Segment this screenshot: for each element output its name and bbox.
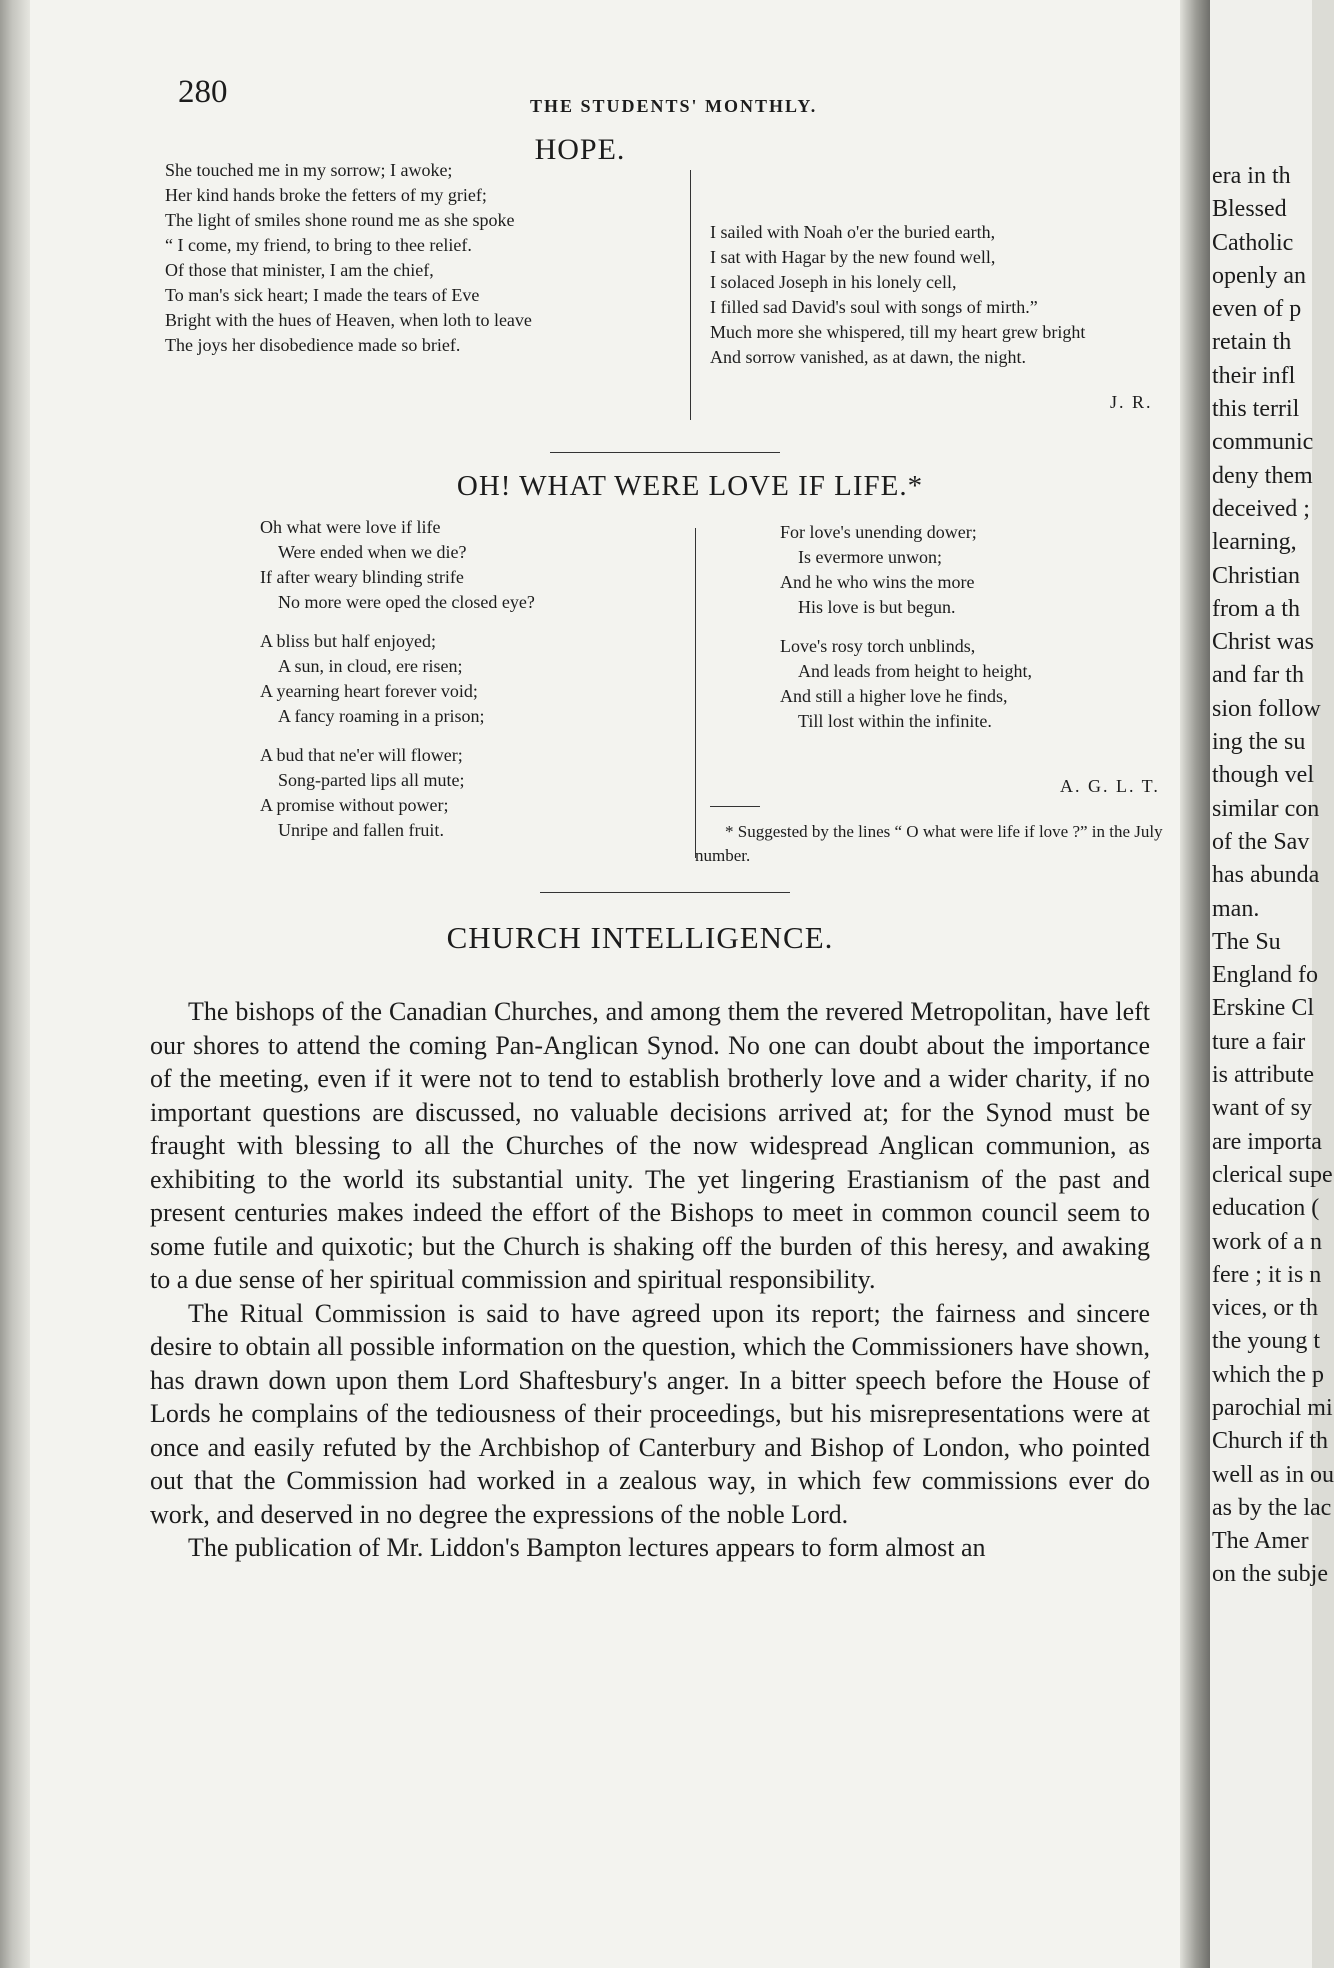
facing-page-line: Church if th <box>1212 1428 1328 1455</box>
facing-page-line: man. <box>1212 895 1260 922</box>
facing-page-line: deny them <box>1212 462 1313 489</box>
facing-page-line: The Su <box>1212 928 1281 955</box>
verse-line: And still a higher love he finds, <box>780 686 1008 706</box>
column-rule <box>695 528 696 858</box>
section-divider <box>540 892 790 893</box>
verse-line: The joys her disobedience made so brief. <box>165 335 461 355</box>
poem-love-right-column <box>780 520 1200 748</box>
article-paragraph: The Ritual Commission is said to have agreed upon its report; the fairness and sincere desire to obtain all possible information on the question, which the Commissioners have shown, has drawn down upon them Lord Shaftesbury's anger. In a bitter speech before the House of Lords he complains of the tediousness of their proceedings, but his misrepresentations were at once and easily refuted by the Archbishop of Canterbury and Bishop of London, who pointed out that the Commission had worked in a zealous way, in which few commissions ever do work, and deserved in no degree the expressions of the noble Lord. <box>150 1298 1150 1529</box>
stanza <box>780 634 1200 734</box>
poem-love-left-column <box>260 515 680 857</box>
verse-line: Bright with the hues of Heaven, when loth to leave <box>165 310 532 330</box>
facing-page-line: ing the su <box>1212 729 1306 756</box>
stanza <box>260 515 680 615</box>
article-paragraph: The publication of Mr. Liddon's Bampton lectures appears to form almost an <box>188 1533 986 1562</box>
verse-line: A bud that ne'er will flower; <box>260 745 463 765</box>
facing-page-line: communic <box>1212 429 1314 456</box>
facing-page-line: Christian <box>1212 562 1300 589</box>
stanza <box>780 520 1200 620</box>
facing-page-line: parochial mi <box>1212 1394 1333 1421</box>
article-paragraph: The bishops of the Canadian Churches, and among them the revered Metropolitan, have left our shores to attend the coming Pan-Anglican Synod. No one can doubt about the importance of the meeting, even if it were not to tend to establish brotherly love and a wider charity, if no important questions are discussed, no valuable decisions arrived at; for the Synod must be fraught with blessing to all the Churches of the now widespread Anglican communion, as exhibiting to the world its substantial unity. The yet lingering Erastianism of the past and present centuries makes indeed the effort of the Bishops to meet in common council seem to some futile and quixotic; but the Church is shaking off the burden of this heresy, and awaking to a due sense of her spiritual commission and spiritual responsibility. <box>150 997 1150 1294</box>
verse-line: Unripe and fallen fruit. <box>278 820 444 840</box>
running-head: THE STUDENTS' MONTHLY. <box>530 96 818 116</box>
book-binding-edge <box>0 0 30 1968</box>
facing-page-line: sion follow <box>1212 695 1321 722</box>
section-divider <box>550 452 780 453</box>
facing-page-line: of the Sav <box>1212 828 1310 855</box>
facing-page-line: from a th <box>1212 595 1300 622</box>
article-body <box>150 995 1150 1565</box>
poem-title-love: OH! WHAT WERE LOVE IF LIFE.* <box>456 470 924 502</box>
facing-page-line: which the p <box>1212 1361 1324 1388</box>
facing-page-line: work of a n <box>1212 1228 1322 1255</box>
verse-line: The light of smiles shone round me as she spoke <box>165 210 515 230</box>
stanza <box>260 743 680 843</box>
column-rule <box>690 170 691 420</box>
facing-page-line: and far th <box>1212 662 1304 689</box>
poem-hope-right-column <box>710 220 1180 370</box>
facing-page-line: the young t <box>1212 1328 1320 1355</box>
facing-page-line: learning, <box>1212 529 1297 556</box>
facing-page-line: vices, or th <box>1212 1295 1318 1322</box>
verse-line: No more were oped the closed eye? <box>278 592 535 612</box>
page-number: 280 <box>178 74 228 110</box>
verse-line: Love's rosy torch unblinds, <box>780 636 976 656</box>
verse-line: Is evermore unwon; <box>798 547 942 567</box>
facing-page-line: Blessed <box>1212 196 1287 223</box>
facing-page-line: openly an <box>1212 262 1306 289</box>
verse-line: I sailed with Noah o'er the buried earth, <box>710 222 996 242</box>
facing-page-line: has abunda <box>1212 862 1320 889</box>
verse-line: I solaced Joseph in his lonely cell, <box>710 272 957 292</box>
article-title: CHURCH INTELLIGENCE. <box>446 920 834 955</box>
verse-line: She touched me in my sorrow; I awoke; <box>165 160 453 180</box>
facing-page-line: though vel <box>1212 762 1314 789</box>
facing-page-line: are importa <box>1212 1128 1322 1155</box>
facing-page-line: era in th <box>1212 163 1291 189</box>
poem-title-hope: HOPE. <box>534 133 626 166</box>
verse-line: A bliss but half enjoyed; <box>260 631 436 651</box>
facing-page-line: retain th <box>1212 329 1292 356</box>
verse-line: “ I come, my friend, to bring to thee relief. <box>165 235 472 255</box>
facing-page-line: clerical supe <box>1212 1161 1333 1188</box>
verse-line: A sun, in cloud, ere risen; <box>278 656 463 676</box>
verse-line: Till lost within the infinite. <box>798 711 992 731</box>
footnote-rule <box>710 806 760 807</box>
verse-line: To man's sick heart; I made the tears of Eve <box>165 285 480 305</box>
poem-hope-signature: J. R. <box>1110 392 1153 412</box>
stanza <box>260 629 680 729</box>
facing-page-fragment <box>1210 0 1334 1968</box>
poem-hope-left-column <box>165 158 685 358</box>
verse-line: Song-parted lips all mute; <box>278 770 465 790</box>
poem-love-signature: A. G. L. T. <box>1060 776 1160 796</box>
verse-line: Her kind hands broke the fetters of my grief; <box>165 185 487 205</box>
book-page <box>30 0 1180 1968</box>
verse-line: A yearning heart forever void; <box>260 681 478 701</box>
facing-page-line: this terril <box>1212 396 1300 423</box>
verse-line: And he who wins the more <box>780 572 975 592</box>
facing-page-line: Erskine Cl <box>1212 995 1314 1022</box>
facing-page-line: as by the lac <box>1212 1494 1332 1521</box>
verse-line: And sorrow vanished, as at dawn, the night. <box>710 347 1026 367</box>
facing-page-line: education ( <box>1212 1195 1320 1222</box>
facing-page-line: well as in ou <box>1212 1461 1334 1488</box>
verse-line: I filled sad David's soul with songs of mirth.” <box>710 297 1038 317</box>
facing-page-line: Christ was <box>1212 629 1314 656</box>
facing-page-line: want of sy <box>1212 1095 1312 1122</box>
verse-line: Much more she whispered, till my heart grew bright <box>710 322 1086 342</box>
facing-page-line: their infl <box>1212 362 1296 389</box>
facing-page-line: fere ; it is n <box>1212 1261 1322 1288</box>
verse-line: Were ended when we die? <box>278 542 467 562</box>
facing-page-line: even of p <box>1212 296 1302 323</box>
verse-line: For love's unending dower; <box>780 522 977 542</box>
facing-page-line: England fo <box>1212 962 1318 989</box>
facing-page-line: is attribute <box>1212 1062 1314 1089</box>
facing-page-line: similar con <box>1212 795 1320 822</box>
verse-line: I sat with Hagar by the new found well, <box>710 247 996 267</box>
verse-line: A promise without power; <box>260 795 449 815</box>
verse-line: If after weary blinding strife <box>260 567 464 587</box>
facing-page-line: on the subje <box>1212 1561 1328 1588</box>
verse-line: A fancy roaming in a prison; <box>278 706 485 726</box>
poem-love-footnote: * Suggested by the lines “ O what were life if love ?” in the July number. <box>695 822 1163 865</box>
verse-line: His love is but begun. <box>798 597 956 617</box>
facing-page-line: The Amer <box>1212 1528 1309 1555</box>
facing-page-line: Catholic <box>1212 229 1294 256</box>
book-gutter <box>1180 0 1210 1968</box>
verse-line: Oh what were love if life <box>260 517 441 537</box>
verse-line: Of those that minister, I am the chief, <box>165 260 434 280</box>
facing-page-line: deceived ; <box>1212 495 1310 522</box>
verse-line: And leads from height to height, <box>798 661 1032 681</box>
facing-page-line: ture a fair <box>1212 1028 1306 1055</box>
